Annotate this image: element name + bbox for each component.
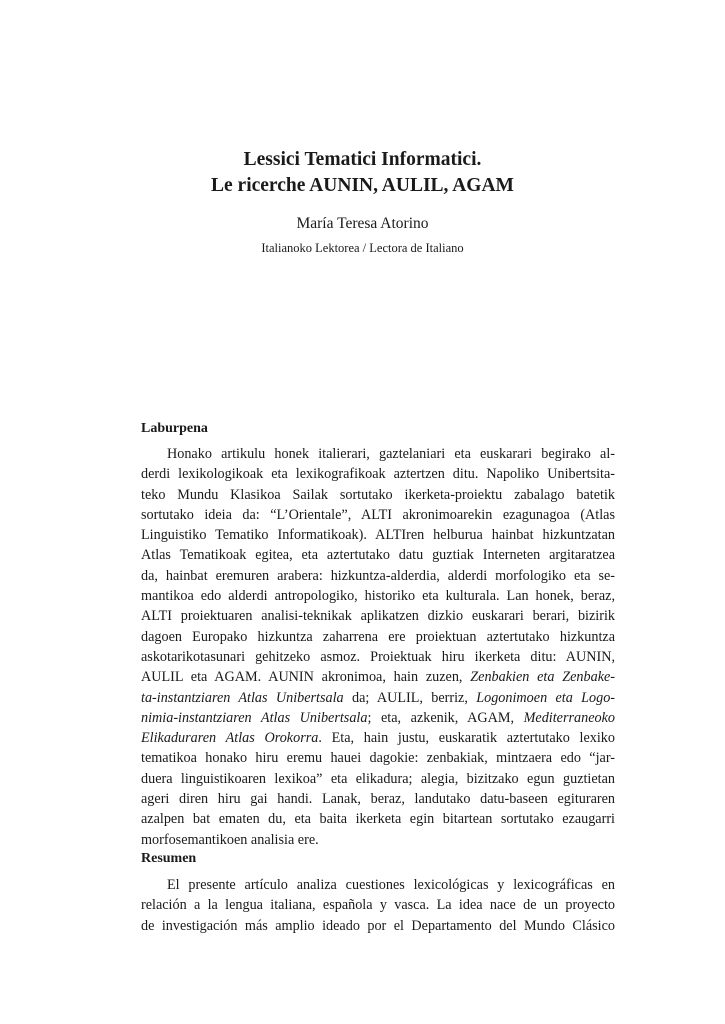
text-run: AULIL eta AGAM. AUNIN akronimoa, hain zuzen, <box>141 669 463 686</box>
laburpena-paragraph <box>141 444 615 850</box>
text-line: Linguistiko Tematiko Informatikoak). ALTIren helburua hainbat hizkuntzatan <box>141 527 615 544</box>
text-line: mantikoa edo alderdi antropologiko, historiko eta kulturala. Lan honek, beraz, <box>141 588 615 605</box>
author-affiliation: Italianoko Lektorea / Lectora de Italiano <box>261 241 464 255</box>
italic-title: ta-instantziaren Atlas Unibertsala <box>141 689 344 706</box>
resumen-paragraph <box>141 875 615 936</box>
text-line: teko Mundu Klasikoa Sailak sortutako ikerketa-proiektu zabalago batetik <box>141 486 615 503</box>
text-line: Honako artikulu honek italierari, gaztelaniari eta euskarari begirako al- <box>167 446 615 462</box>
text-run: da; AULIL, berriz, <box>351 689 468 706</box>
text-run: ; eta, azkenik, AGAM, <box>367 709 515 726</box>
text-line: relación a la lengua italiana, española y vasca. La idea nace de un proyecto <box>141 897 615 914</box>
italic-title: nimia-instantziaren Atlas Unibertsala <box>141 709 368 726</box>
text-line: tematikoa honako hiru eremu hauei dagokie: zenbakiak, mintzaera edo “jar- <box>141 750 615 767</box>
text-line: derdi lexikologikoak eta lexikografikoak aztertzen ditu. Napoliko Unibertsita- <box>141 466 615 483</box>
italic-title: Mediterraneoko <box>523 709 615 726</box>
text-line: da, hainbat eremuren arabera: hizkuntza-alderdia, alderdi morfologiko eta se- <box>141 567 615 584</box>
italic-title: Zenbakien eta Zenbake- <box>470 669 616 686</box>
text-line: ageri diren hiru gai handi. Lanak, beraz, landutako datu-baseen egituraren <box>141 791 615 808</box>
text-line <box>141 708 615 728</box>
resumen-heading: Resumen <box>141 851 197 866</box>
text-line: dagoen Europako hizkuntza zaharrena ere proiektuan aztertutako hizkuntza <box>141 628 615 645</box>
title-line-2: Le ricerche AUNIN, AULIL, AGAM <box>211 175 514 196</box>
text-line: de investigación más amplio ideado por el Departamento del Mundo Clásico <box>141 917 615 934</box>
author-name: María Teresa Atorino <box>296 215 429 232</box>
text-line: ALTI proiektuaren analisi-teknikak aplikatzen dizkio euskarari berari, bizirik <box>141 608 615 625</box>
text-line: azalpen bat ematen du, eta baita ikerketa egin bitartean sortutako ezaugarri <box>141 811 615 828</box>
italic-title: Logonimoen eta Logo- <box>476 689 616 706</box>
text-line: El presente artículo analiza cuestiones lexicológicas y lexicográficas en <box>167 877 615 893</box>
laburpena-heading: Laburpena <box>141 421 208 436</box>
text-run: . Eta, hain justu, euskaratik aztertutako lexiko <box>318 730 615 747</box>
text-line <box>141 667 615 687</box>
text-line <box>141 688 615 708</box>
text-line: sortutako ideia da: “L’Orientale”, ALTI akronimoarekin ezagunagoa (Atlas <box>141 506 615 523</box>
italic-title: Elikaduraren Atlas Orokorra <box>141 730 319 747</box>
text-line <box>141 728 615 748</box>
text-line: askotarikotasunari gehitzeko asmoz. Proiektuak hiru ikerketa ditu: AUNIN, <box>141 648 615 665</box>
text-line: duera linguistikoaren lexikoa” eta elikadura; alegia, bizitzako egun guztietan <box>141 770 615 787</box>
title-line-1: Lessici Tematici Informatici. <box>243 149 482 170</box>
text-line: Atlas Tematikoak egitea, eta aztertutako datu guztiak Interneten argitaratzea <box>141 547 615 564</box>
text-line: morfosemantikoen analisia ere. <box>141 831 319 848</box>
